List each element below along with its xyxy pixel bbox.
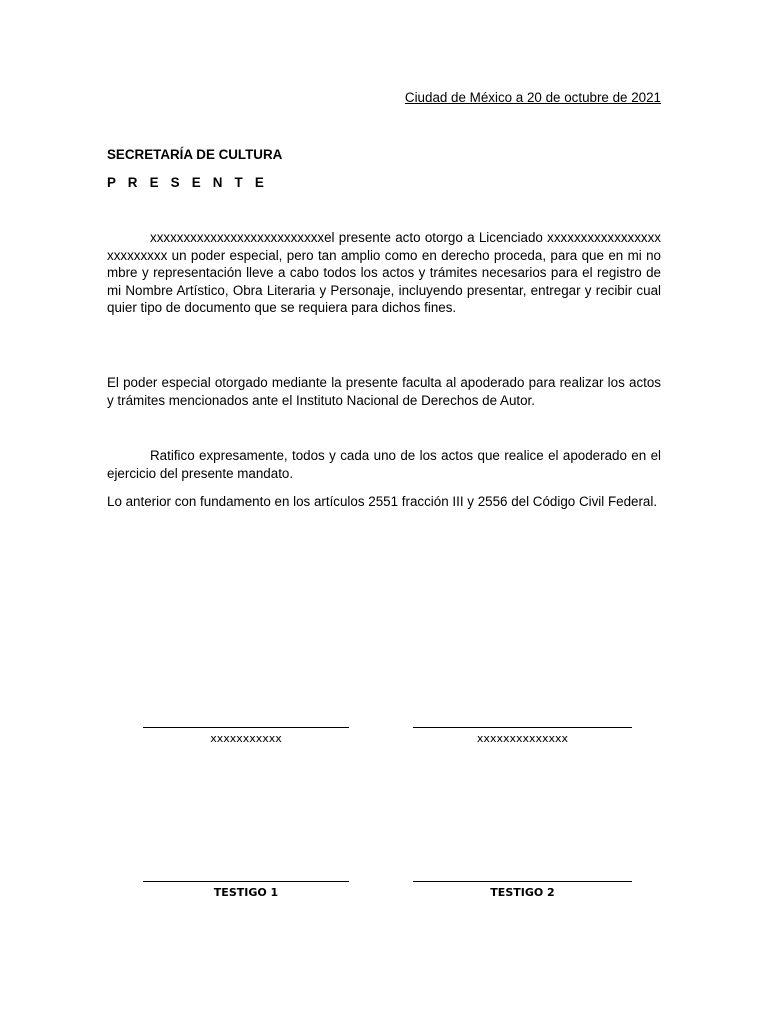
paragraph-ratification: Ratifico expresamente, todos y cada uno de los actos que realice el apoderado en el ejercicio del presente mandato. — [107, 448, 661, 481]
salutation-heading: P R E S E N T E — [107, 175, 268, 190]
signature-block-witness-2 — [413, 881, 632, 899]
signature-label: TESTIGO 1 — [213, 886, 279, 899]
signature-label: xxxxxxxxxxx — [210, 732, 282, 745]
signature-label: xxxxxxxxxxxxxx — [476, 732, 569, 745]
paragraph-scope: El poder especial otorgado mediante la presente faculta al apoderado para realizar los actos y trámites mencionados ante el Instituto Nacional de Derechos de Autor. — [107, 375, 661, 408]
paragraph-legal-basis: Lo anterior con fundamento en los artículos 2551 fracción III y 2556 del Código Civil Federal. — [107, 494, 658, 509]
signature-line — [143, 727, 349, 728]
signature-block-grantor — [143, 727, 349, 745]
date-line: Ciudad de México a 20 de octubre de 2021 — [404, 90, 661, 105]
signature-block-attorney — [413, 727, 632, 745]
signature-block-witness-1 — [143, 881, 349, 899]
recipient-heading: SECRETARÍA DE CULTURA — [107, 147, 283, 162]
signature-line — [143, 881, 349, 882]
signature-line — [413, 881, 632, 882]
signature-line — [413, 727, 632, 728]
paragraph-grant-of-power: xxxxxxxxxxxxxxxxxxxxxxxxxxel presente acto otorgo a Licenciado xxxxxxxxxxxxxxxxxxxxxxxxxx un poder especial, pero tan amplio como en derecho proceda, para que en mi nombre y representación lleve a cabo todos los actos y trámites necesarios para el registro de mi Nombre Artístico, Obra Literaria y Personaje, incluyendo presentar, entregar y recibir cualquier tipo de documento que se requiera para dichos fines. — [107, 230, 661, 315]
signature-label: TESTIGO 2 — [490, 886, 555, 899]
